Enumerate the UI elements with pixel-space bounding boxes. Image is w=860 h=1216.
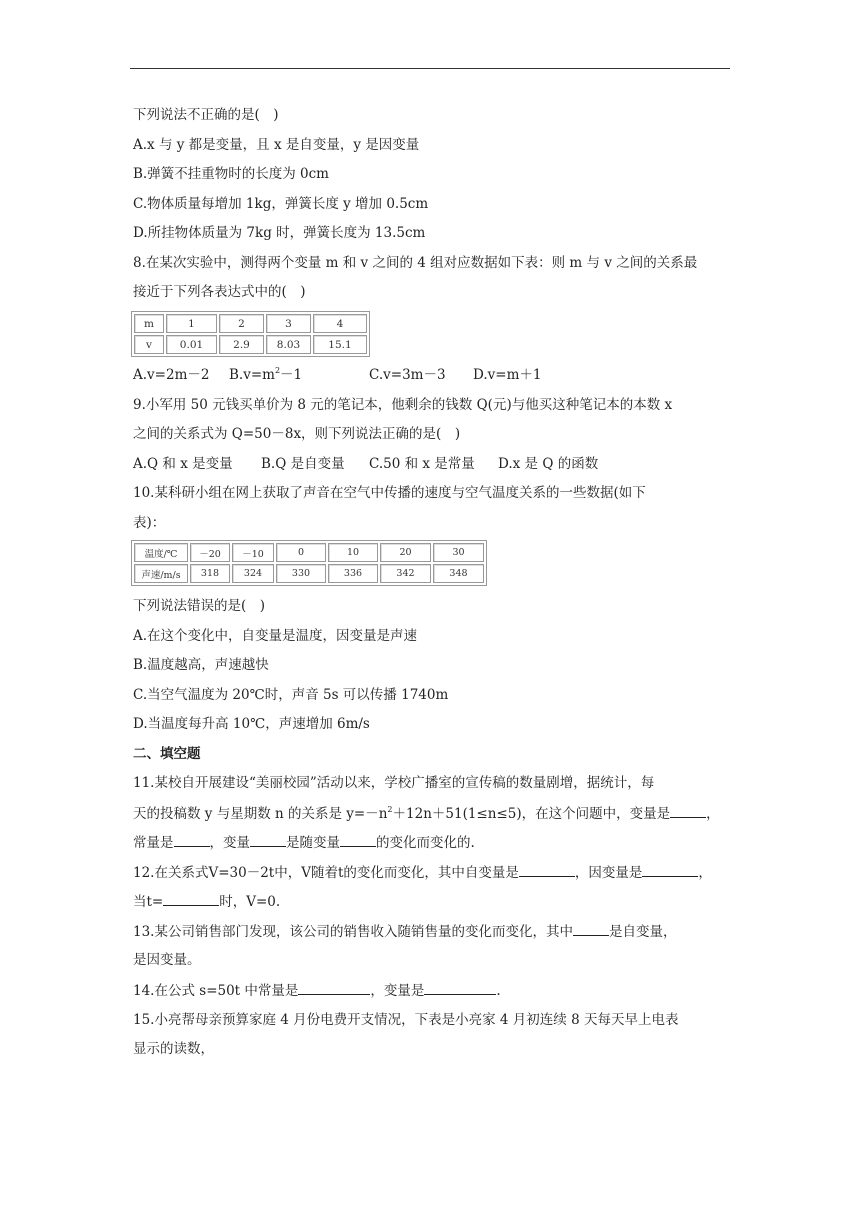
q11-text: ， xyxy=(706,806,720,822)
table-row xyxy=(134,543,484,562)
answer-blank[interactable] xyxy=(298,981,370,995)
q13-text: 是自变量， xyxy=(608,924,677,940)
header-rule xyxy=(130,68,730,69)
table-cell: 4 xyxy=(313,314,367,333)
q9-option-d: D.x 是 Q 的函数 xyxy=(498,456,599,472)
q12-line2 xyxy=(133,892,280,911)
q11-line2 xyxy=(133,804,720,823)
table-cell: 1 xyxy=(166,314,217,333)
q11-line3 xyxy=(133,833,475,852)
table-cell: 10 xyxy=(328,543,378,562)
table-cell: v xyxy=(134,335,164,354)
table-row xyxy=(134,564,484,583)
answer-blank[interactable] xyxy=(424,981,496,995)
q11-text: ＋12n＋51(1≤n≤5)，在这个问题中，变量是 xyxy=(392,806,671,822)
q12-text: ，因变量是 xyxy=(574,865,643,881)
q7-stem: 下列说法不正确的是( ) xyxy=(133,107,279,123)
table-cell: 温度/℃ xyxy=(134,543,188,562)
q7-option-c: C.物体质量每增加 1kg，弹簧长度 y 增加 0.5cm xyxy=(133,196,429,212)
q7-option-d: D.所挂物体质量为 7kg 时，弹簧长度为 13.5cm xyxy=(133,225,426,241)
q8-option-d: D.v=m＋1 xyxy=(473,367,542,383)
superscript: 2 xyxy=(274,366,281,375)
q10-option-a: A.在这个变化中，自变量是温度，因变量是声速 xyxy=(133,628,418,644)
answer-blank[interactable] xyxy=(670,804,706,818)
q8-option-a: A.v=2m－2 xyxy=(133,367,210,383)
q10-stem: 下列说法错误的是( ) xyxy=(133,598,266,614)
q12-line1 xyxy=(133,863,712,882)
q8-option-c: C.v=3m－3 xyxy=(369,367,446,383)
section-heading: 二、填空题 xyxy=(133,746,201,762)
q7-option-a: A.x 与 y 都是变量，且 x 是自变量，y 是因变量 xyxy=(133,137,420,153)
q12-text: 12.在关系式V=30－2t中，V随着t的变化而变化，其中自变量是 xyxy=(133,865,519,881)
table-cell: 8.03 xyxy=(266,335,311,354)
table-cell: 342 xyxy=(380,564,431,583)
table-cell: 30 xyxy=(433,543,484,562)
q14-text: ，变量是 xyxy=(370,983,425,999)
q10-line1: 10.某科研小组在网上获取了声音在空气中传播的速度与空气温度关系的一些数据(如下 xyxy=(133,485,646,501)
q9-line2: 之间的关系式为 Q=50－8x，则下列说法正确的是( ) xyxy=(133,426,461,442)
table-cell: 0 xyxy=(276,543,326,562)
answer-blank[interactable] xyxy=(573,922,609,936)
q13-text: 13.某公司销售部门发现，该公司的销售收入随销售量的变化而变化，其中 xyxy=(133,924,573,940)
superscript: 2 xyxy=(387,805,393,814)
q9-option-a: A.Q 和 x 是变量 xyxy=(133,456,233,472)
table-cell: 336 xyxy=(328,564,378,583)
table-cell: m xyxy=(134,314,164,333)
answer-blank[interactable] xyxy=(163,892,219,906)
table-cell: 0.01 xyxy=(166,335,217,354)
table-cell: －20 xyxy=(190,543,230,562)
q8-options xyxy=(133,366,541,384)
table-row xyxy=(134,314,367,333)
table-cell: 324 xyxy=(232,564,274,583)
q11-text: 是随变量 xyxy=(286,835,340,851)
q10-option-d: D.当温度每升高 10℃，声速增加 6m/s xyxy=(133,716,370,732)
answer-blank[interactable] xyxy=(642,863,698,877)
q12-text: 当t= xyxy=(133,894,164,910)
q10-option-b: B.温度越高，声速越快 xyxy=(133,657,269,673)
table-cell: 3 xyxy=(266,314,311,333)
q8-line1: 8.在某次实验中，测得两个变量 m 和 v 之间的 4 组对应数据如下表：则 m 与 v 之间的关系最 xyxy=(133,255,698,271)
answer-blank[interactable] xyxy=(519,863,575,877)
q11-text: ，变量 xyxy=(209,835,250,851)
q13-line1 xyxy=(133,922,676,941)
answer-blank[interactable] xyxy=(250,833,286,847)
q9-option-b: B.Q 是自变量 xyxy=(261,456,345,472)
table-cell: 20 xyxy=(380,543,431,562)
q10-table xyxy=(131,540,487,586)
q14-text: . xyxy=(496,983,501,999)
table-row xyxy=(134,335,367,354)
answer-blank[interactable] xyxy=(340,833,376,847)
q11-text: 的变化而变化的. xyxy=(376,835,475,851)
q9-option-c: C.50 和 x 是常量 xyxy=(369,456,475,472)
q11-line1: 11.某校自开展建设“美丽校园”活动以来，学校广播室的宣传稿的数量剧增，据统计，每 xyxy=(133,775,655,791)
q9-options xyxy=(133,455,598,473)
q8-table xyxy=(131,311,370,357)
q7-option-b: B.弹簧不挂重物时的长度为 0cm xyxy=(133,166,329,182)
q8-line2: 接近于下列各表达式中的( ) xyxy=(133,284,306,300)
q12-text: ， xyxy=(698,865,712,881)
q12-text: 时，V=0. xyxy=(219,894,281,910)
q14-text: 14.在公式 s=50t 中常量是 xyxy=(133,983,299,999)
answer-blank[interactable] xyxy=(174,833,210,847)
table-cell: 348 xyxy=(433,564,484,583)
q15-line1: 15.小亮帮母亲预算家庭 4 月份电费开支情况，下表是小亮家 4 月初连续 8 天每天早上电表 xyxy=(133,1012,679,1028)
table-cell: 15.1 xyxy=(313,335,367,354)
q10-line2: 表)： xyxy=(133,515,166,531)
q8-option-b-base: B.v=m xyxy=(229,367,275,383)
q11-text: 天的投稿数 y 与星期数 n 的关系是 y=－n xyxy=(133,806,388,822)
table-cell: 330 xyxy=(276,564,326,583)
table-cell: 2.9 xyxy=(219,335,264,354)
q8-option-b-tail: －1 xyxy=(280,367,303,383)
table-cell: －10 xyxy=(232,543,274,562)
q14-line xyxy=(133,981,501,1000)
q8-option-b xyxy=(229,366,369,384)
table-cell: 声速/m/s xyxy=(134,564,188,583)
q15-line2: 显示的读数， xyxy=(133,1041,214,1057)
table-cell: 318 xyxy=(190,564,230,583)
q13-line2: 是因变量。 xyxy=(133,952,201,968)
table-cell: 2 xyxy=(219,314,264,333)
q9-line1: 9.小军用 50 元钱买单价为 8 元的笔记本，他剩余的钱数 Q(元)与他买这种笔记本的本数 x xyxy=(133,397,673,413)
q10-option-c: C.当空气温度为 20℃时，声音 5s 可以传播 1740m xyxy=(133,687,449,703)
q11-text: 常量是 xyxy=(133,835,174,851)
